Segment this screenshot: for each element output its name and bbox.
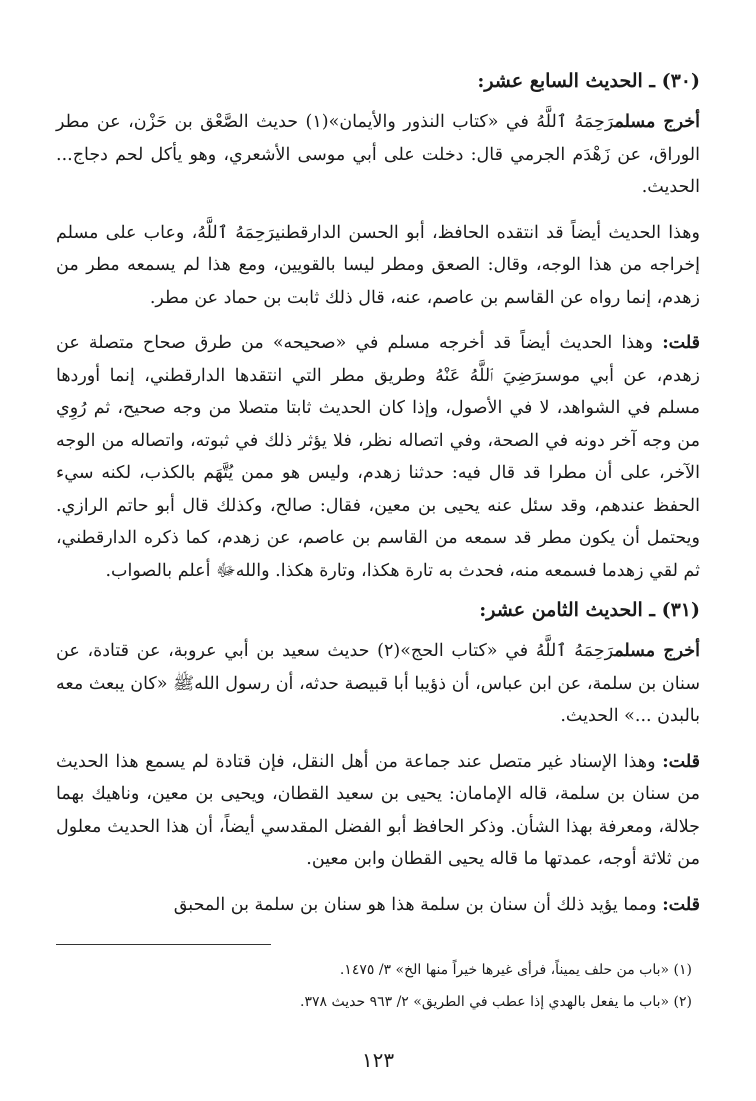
paragraph-text: ومما يؤيد ذلك أن سنان بن سلمة هذا هو سنان بن سلمة بن المحبق [173, 894, 663, 915]
paragraph-author-response-3 [56, 889, 700, 922]
paragraph-muslim-narration-1 [56, 106, 700, 204]
footnote-1: (١) «باب من حلف يميناً، فرأى غيرها خيراً منها الخ» ٣/ ١٤٧٥. [339, 962, 692, 978]
paragraph-author-response-2 [56, 746, 700, 876]
hadith-31-heading: (٣١) ـ الحديث الثامن عشر: [479, 599, 700, 621]
lead-phrase: أخرج مسلم [614, 641, 700, 661]
lead-phrase: قلت: [662, 333, 700, 353]
page-body [56, 58, 700, 934]
paragraph-text: رَحِمَهُ ٱللَّهُ في «كتاب النذور والأيمان»(١) حديث الصَّعْق بن حَزْن، عن مطر الوراق، عن زَهْدَم الجرمي قال: دخلت على أبي موسى الأشعري، وهو يأكل لحم دجاج... الحديث. [56, 112, 700, 197]
paragraph-muslim-narration-2 [56, 635, 700, 733]
footnotes [56, 954, 692, 1018]
paragraph-text: رَحِمَهُ ٱللَّهُ في «كتاب الحج»(٢) حديث سعيد بن أبي عروبة، عن قتادة، عن سنان بن سلمة، عن ابن عباس، أن ذؤيبا أبا قبيصة حدثه، أن رسول اللهﷺ «كان يبعث معه بالبدن ...» الحديث. [56, 641, 700, 726]
paragraph-text: وهذا الإسناد غير متصل عند جماعة من أهل النقل، فإن قتادة لم يسمع هذا الحديث من سنان بن سلمة، قاله الإمامان: يحيى بن سعيد القطان، ويحيى بن معين، وناهيك بهما جلالة، ومعرفة بهذا الشأن. وذكر الحافظ أبو الفضل المقدسي أيضاً، أن هذا الحديث معلول من ثلاثة أوجه، عمدتها ما قاله يحيى القطان وابن معين. [56, 751, 700, 869]
footnote-divider [56, 944, 271, 945]
footnote-2: (٢) «باب ما يفعل بالهدي إذا عطب في الطريق» ٢/ ٩٦٣ حديث ٣٧٨. [300, 994, 692, 1010]
lead-phrase: قلت: [662, 894, 700, 915]
paragraph-daraqutni-criticism: وهذا الحديث أيضاً قد انتقده الحافظ، أبو الحسن الدارقطنيرَحِمَهُ ٱللَّهُ، وعاب على مسلم إخراجه من هذا الوجه، وقال: الصعق ومطر ليسا بالقويين، ومع هذا لم يسمعه مطر من زهدم، إنما رواه عن القاسم بن عاصم، عنه، قال ذلك ثابت بن حماد عن مطر. [56, 222, 700, 308]
lead-phrase: أخرج مسلم [614, 112, 701, 132]
paragraph-author-response-1 [56, 327, 700, 587]
hadith-30-heading: (٣٠) ـ الحديث السابع عشر: [477, 70, 700, 92]
lead-phrase: قلت: [662, 751, 700, 772]
page-number: ١٢٣ [361, 1048, 395, 1072]
paragraph-text: وهذا الحديث أيضاً قد أخرجه مسلم في «صحيحه» من طرق صحاح متصلة عن زهدم، عن أبي موسىرَضِيَ ٱللَّهُ عَنْهُ وطريق مطر التي انتقدها الدارقطني، إنما أوردها مسلم في الشواهد، لا في الأصول، وإذا كان الحديث ثابتا متصلا من وجه صحيح، ثم رُوِي من وجه آخر دونه في الصحة، وفي اتصاله نظر، فلا يؤثر ذلك في ثبوته، واتصاله من الوجه الآخر، على أن مطرا قد قال فيه: حدثنا زهدم، وليس هو ممن يُتَّهَم بالكذب، لكنه سيء الحفظ عندهم، وقد سئل عنه يحيى بن معين، فقال: صالح، وكذلك قال أبو حاتم الرازي. ويحتمل أن يكون مطر قد سمعه من القاسم بن عاصم، عن زهدم، كما ذكره الدارقطني، ثم لقي زهدما فسمعه منه، فحدث به تارة هكذا، وتارة هكذا. واللهﷻ أعلم بالصواب. [56, 333, 700, 581]
